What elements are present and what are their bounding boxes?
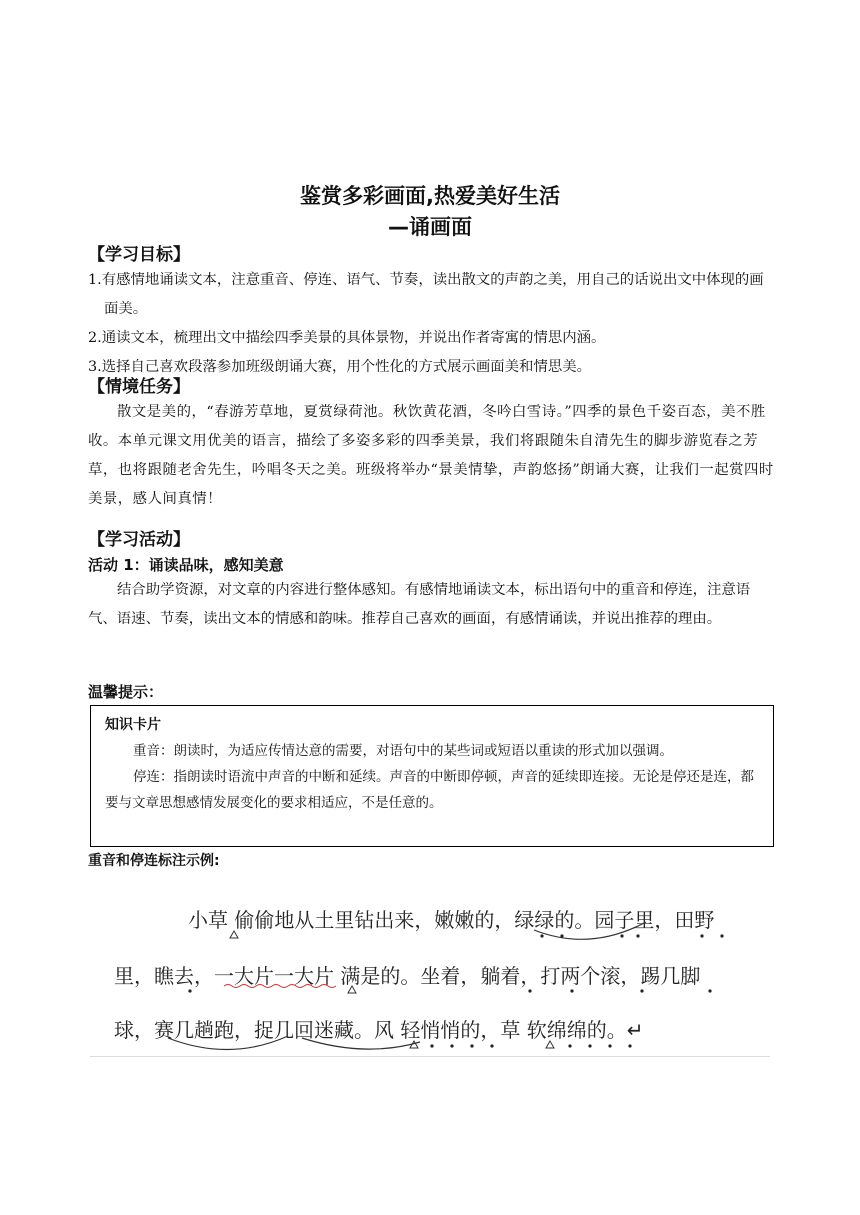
link-arc [168, 1036, 288, 1050]
wavy-underline [224, 985, 336, 988]
document-subtitle: —诵画面 [388, 215, 472, 239]
example-divider [90, 1056, 770, 1057]
situation-text: 散文是美的，“春游芳草地，夏赏绿荷池。秋饮黄花酒，冬吟白雪诗。”四季的景色千姿百态，美不胜收。本单元课文用优美的语言，描绘了多姿多彩的四季美景，我们将跟随朱自清先生的脚步游览春之芳草，也将跟随老舍先生，吟唱冬天之美。班级将举办“景美情挚，声韵悠扬”朗诵大赛，让我们一起赏四时美景，感人间真情！ [88, 404, 774, 507]
goal-item-3: 3.选择自己喜欢段落参加班级朗诵大赛，用个性化的方式展示画面美和情思美。 [88, 359, 592, 375]
activity-1-text: 结合助学资源，对文章的内容进行整体感知。有感情地诵读文本，标出语句中的重音和停连，注意语气、语速、节奏，读出文本的情感和韵味。推荐自己喜欢的画面，有感情诵读，并说出推荐的理由。 [88, 582, 751, 627]
knowledge-card [90, 705, 774, 847]
example-line-3: 球，赛几趟跑，捉几回迷藏。风 轻悄悄的，草 软绵绵的。↵ [114, 1018, 644, 1042]
stress-dots [188, 934, 723, 1047]
link-arc [302, 1038, 420, 1049]
annotation-marks [90, 880, 770, 1060]
tips-label: 温馨提示： [88, 683, 164, 701]
activity-1-title: 活动 1：诵读品味，感知美意 [88, 556, 284, 574]
goal-item-2: 2.通读文本，梳理出文中描绘四季美景的具体景物，并说出作者寄寓的情思内涵。 [88, 330, 606, 346]
link-arc [534, 922, 646, 939]
example-line-2: 里，瞧去，一大片一大片 满是的。坐着，躺着，打两个滚，踢几脚 [114, 964, 701, 988]
document-title: 鉴赏多彩画面,热爱美好生活 [300, 184, 560, 208]
situation-heading: 【情境任务】 [88, 377, 190, 397]
goals-list [88, 266, 778, 382]
example-line-1: 小草 偷偷地从土里钻出来，嫩嫩的，绿绿的。园子里，田野 [188, 908, 715, 932]
activities-heading: 【学习活动】 [88, 530, 190, 550]
goal-item-1: 1.有感情地诵读文本，注意重音、停连、语气、节奏，读出散文的声韵之美，用自己的话说出文中体现的画面美。 [88, 272, 764, 317]
example-label: 重音和停连标注示例: [88, 853, 220, 869]
pause-mark [348, 986, 356, 993]
annotation-example [90, 880, 770, 1060]
goals-heading: 【学习目标】 [88, 245, 190, 265]
knowledge-card-title: 知识卡片 [105, 717, 161, 733]
pause-mark [546, 1041, 554, 1048]
pause-definition: 停连：指朗读时语流中声音的中断和延续。声音的中断即停顿，声音的延续即连接。无论是停还是连，都要与文章思想感情发展变化的要求相适应，不是任意的。 [105, 769, 754, 811]
pause-mark [230, 931, 238, 938]
stress-definition: 重音：朗读时，为适应传情达意的需要，对语句中的某些词或短语以重读的形式加以强调。 [133, 743, 673, 759]
